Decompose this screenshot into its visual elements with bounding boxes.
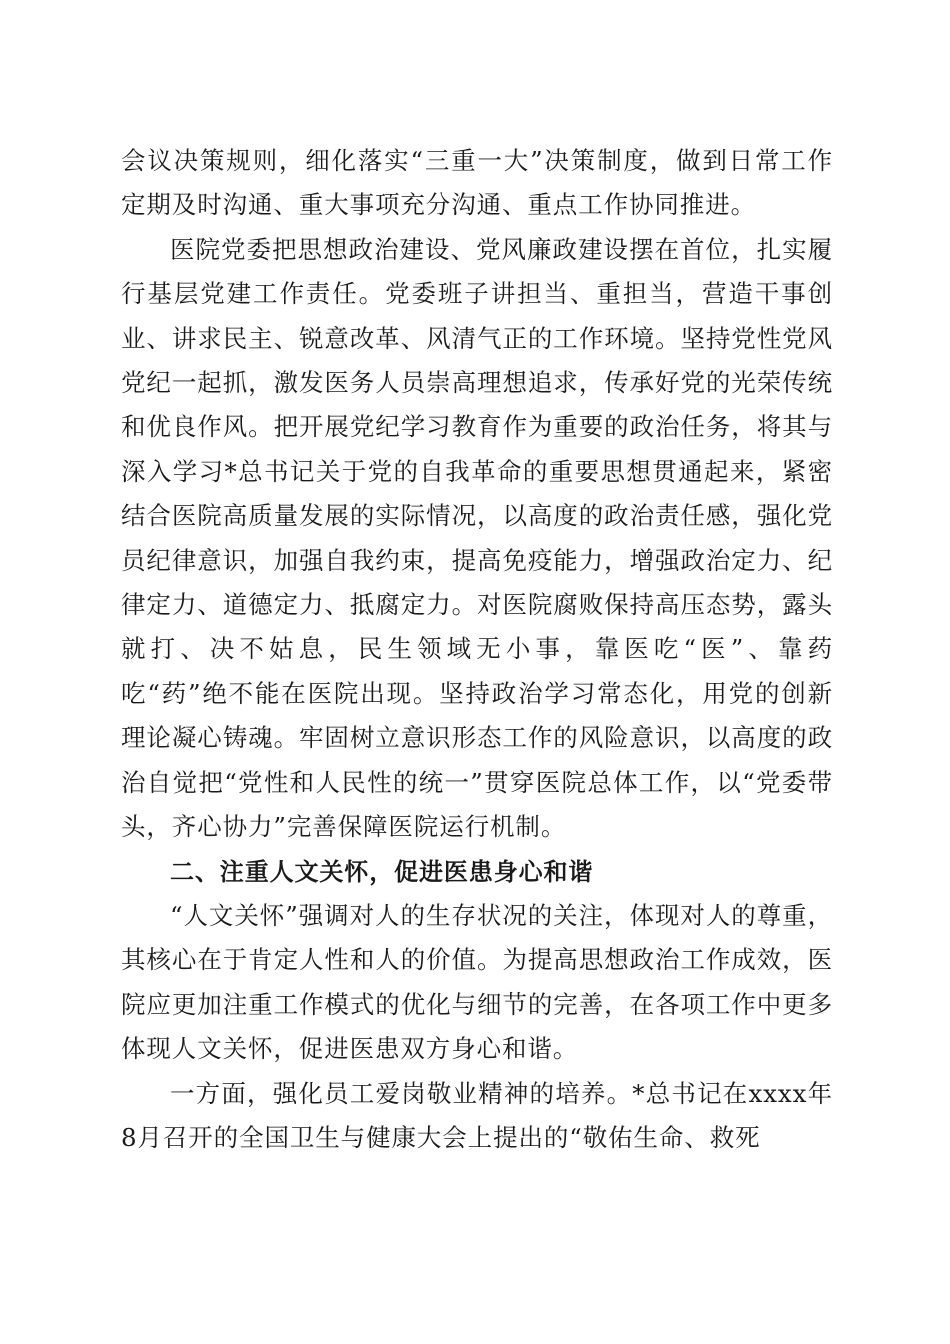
paragraph-staff-dedication: 一方面，强化员工爱岗敬业精神的培养。*总书记在xxxx年8月召开的全国卫生与健康大会上提出的“敬佑生命、救死 (121, 1078, 833, 1152)
paragraph-continuation: 会议决策规则，细化落实“三重一大”决策制度，做到日常工作定期及时沟通、重大事项充分沟通、重点工作协同推进。 (121, 146, 833, 220)
document-body (121, 139, 833, 1160)
section-heading-humanistic-care: 二、注重人文关怀，促进医患身心和谐 (170, 857, 594, 886)
paragraph-party-building: 医院党委把思想政治建设、党风廉政建设摆在首位，扎实履行基层党建工作责任。党委班子讲担当、重担当，营造干事创业、讲求民主、锐意改革、风清气正的工作环境。坚持党性党风党纪一起抓，激发医务人员崇高理想追求，传承好党的光荣传统和优良作风。把开展党纪学习教育作为重要的政治任务，将其与深入学习*总书记关于党的自我革命的重要思想贯通起来，紧密结合医院高质量发展的实际情况，以高度的政治责任感，强化党员纪律意识，加强自我约束，提高免疫能力，增强政治定力、纪律定力、道德定力、抵腐定力。对医院腐败保持高压态势，露头就打、决不姑息，民生领域无小事，靠医吃“医”、靠药吃“药”绝不能在医院出现。坚持政治学习常态化，用党的创新理论凝心铸魂。牢固树立意识形态工作的风险意识，以高度的政治自觉把“党性和人民性的统一”贯穿医院总体工作，以“党委带头，齐心协力”完善保障医院运行机制。 (121, 234, 833, 842)
paragraph-humanistic-care: “人文关怀”强调对人的生存状况的关注，体现对人的尊重，其核心在于肯定人性和人的价值。为提高思想政治工作成效，医院应更加注重工作模式的优化与细节的完善，在各项工作中更多体现人文关怀，促进医患双方身心和谐。 (121, 900, 833, 1064)
